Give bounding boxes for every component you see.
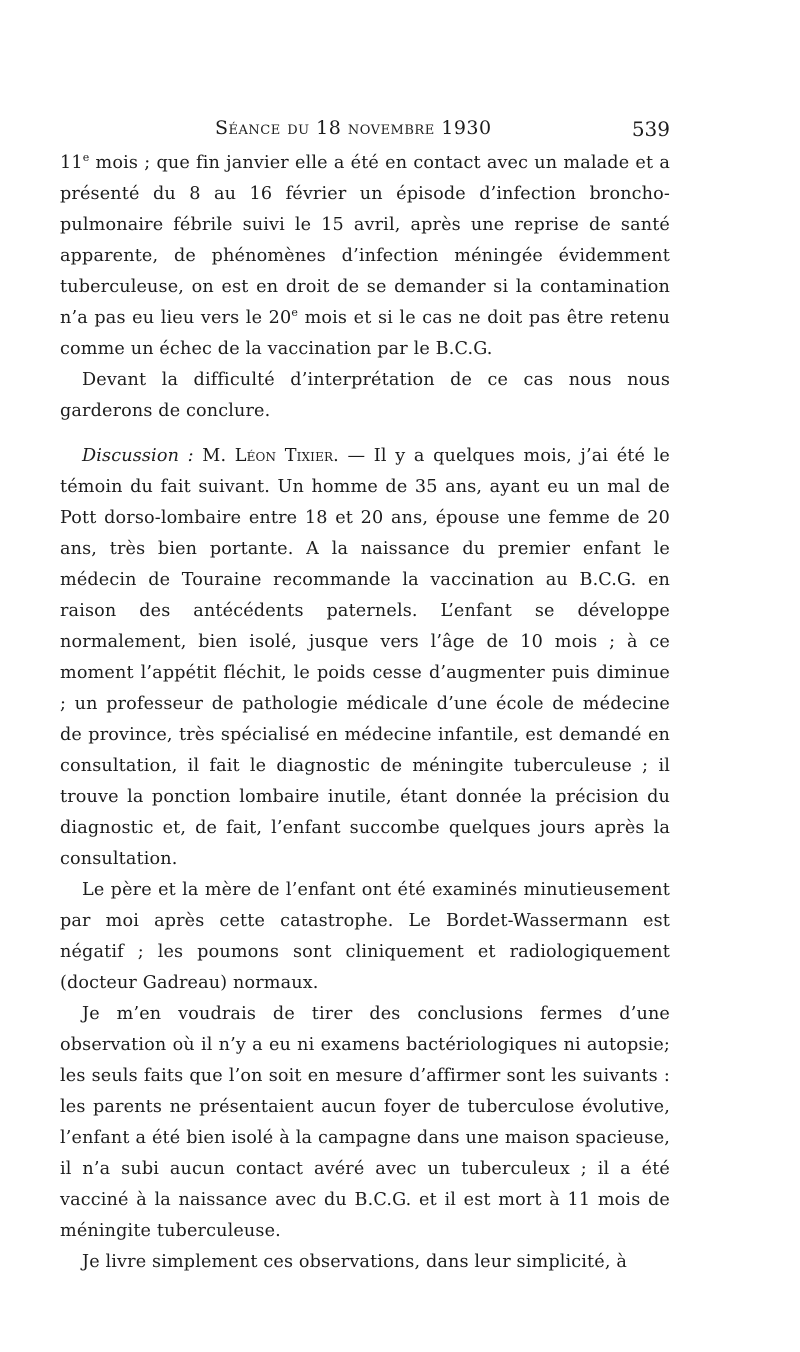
header-title: Séance du 18 novembre 1930 — [215, 117, 492, 139]
speaker-name: Léon Tixier. — [234, 446, 339, 466]
month-number: 11 — [60, 153, 83, 173]
paragraph-text-end: mois et si le cas ne doit pas être retenu comme un échec de la vaccination par le B.C.G. — [60, 308, 670, 359]
paragraph-text: mois ; que fin janvier elle a été en contact avec un malade et a présenté du 8 au 16 février un épisode d’infection broncho-pulmonaire fébrile suivi le 15 avril, après une reprise de santé apparente, de phénomènes d’infection méningée évidemment tuberculeuse, on est en droit de se demander si la contamination n’a pas eu lieu vers le 20 — [60, 153, 670, 328]
paragraph-text: — Il y a quelques mois, j’ai été le témoin du fait suivant. Un homme de 35 ans, ayant eu un mal de Pott dorso-lombaire entre 18 et 20 ans, épouse une femme de 20 ans, très bien portante. A la naissance du premier enfant le médecin de Touraine recommande la vaccination au B.C.G. en raison des antécédents paternels. L’enfant se développe normalement, bien isolé, jusque vers l’âge de 10 mois ; à ce moment l’appétit fléchit, le poids cesse d’augmenter puis diminue ; un professeur de pathologie médicale d’une école de médecine de province, très spécialisé en médecine infantile, est demandé en consultation, il fait le diagnostic de méningite tuberculeuse ; il trouve la ponction lombaire inutile, étant donnée la précision du diagnostic et, de fait, l’enfant succombe quelques jours après la consultation. — [60, 446, 670, 869]
paragraph-closing — [60, 1247, 670, 1278]
paragraph-text: Devant la difficulté d’interprétation de ce cas nous nous garderons de conclure. — [60, 370, 670, 421]
paragraph-text: Je livre simplement ces observations, dans leur simplicité, à — [82, 1252, 627, 1272]
paragraph-examination — [60, 875, 670, 999]
paragraph-reflection — [60, 999, 670, 1247]
paragraph-discussion — [60, 441, 670, 875]
page-number: 539 — [631, 117, 670, 141]
paragraph-text: Je m’en voudrais de tirer des conclusions fermes d’une observation où il n’y a eu ni examens bactériologiques ni autopsie; les seuls faits que l’on soit en mesure d’affirmer sont les suivants : les parents ne présentaient aucun foyer de tuberculose évolutive, l’enfant a été bien isolé à la campagne dans une maison spacieuse, il n’a subi aucun contact avéré avec un tuberculeux ; il a été vacciné à la naissance avec du B.C.G. et il est mort à 11 mois de méningite tuberculeuse. — [60, 1004, 670, 1241]
speaker-prefix: M. — [193, 446, 235, 466]
ordinal-superscript: e — [82, 151, 90, 165]
document-page — [60, 112, 670, 1278]
discussion-label: Discussion : — [82, 446, 194, 466]
ordinal-superscript: e — [291, 306, 299, 320]
paragraph-continuation — [60, 148, 670, 365]
paragraph-text: Le père et la mère de l’enfant ont été examinés minutieusement par moi après cette catastrophe. Le Bordet-Wassermann est négatif ; les poumons sont cliniquement et radiologiquement (docteur Gadreau) normaux. — [60, 880, 670, 993]
running-header — [60, 112, 670, 148]
paragraph-conclusion — [60, 365, 670, 427]
